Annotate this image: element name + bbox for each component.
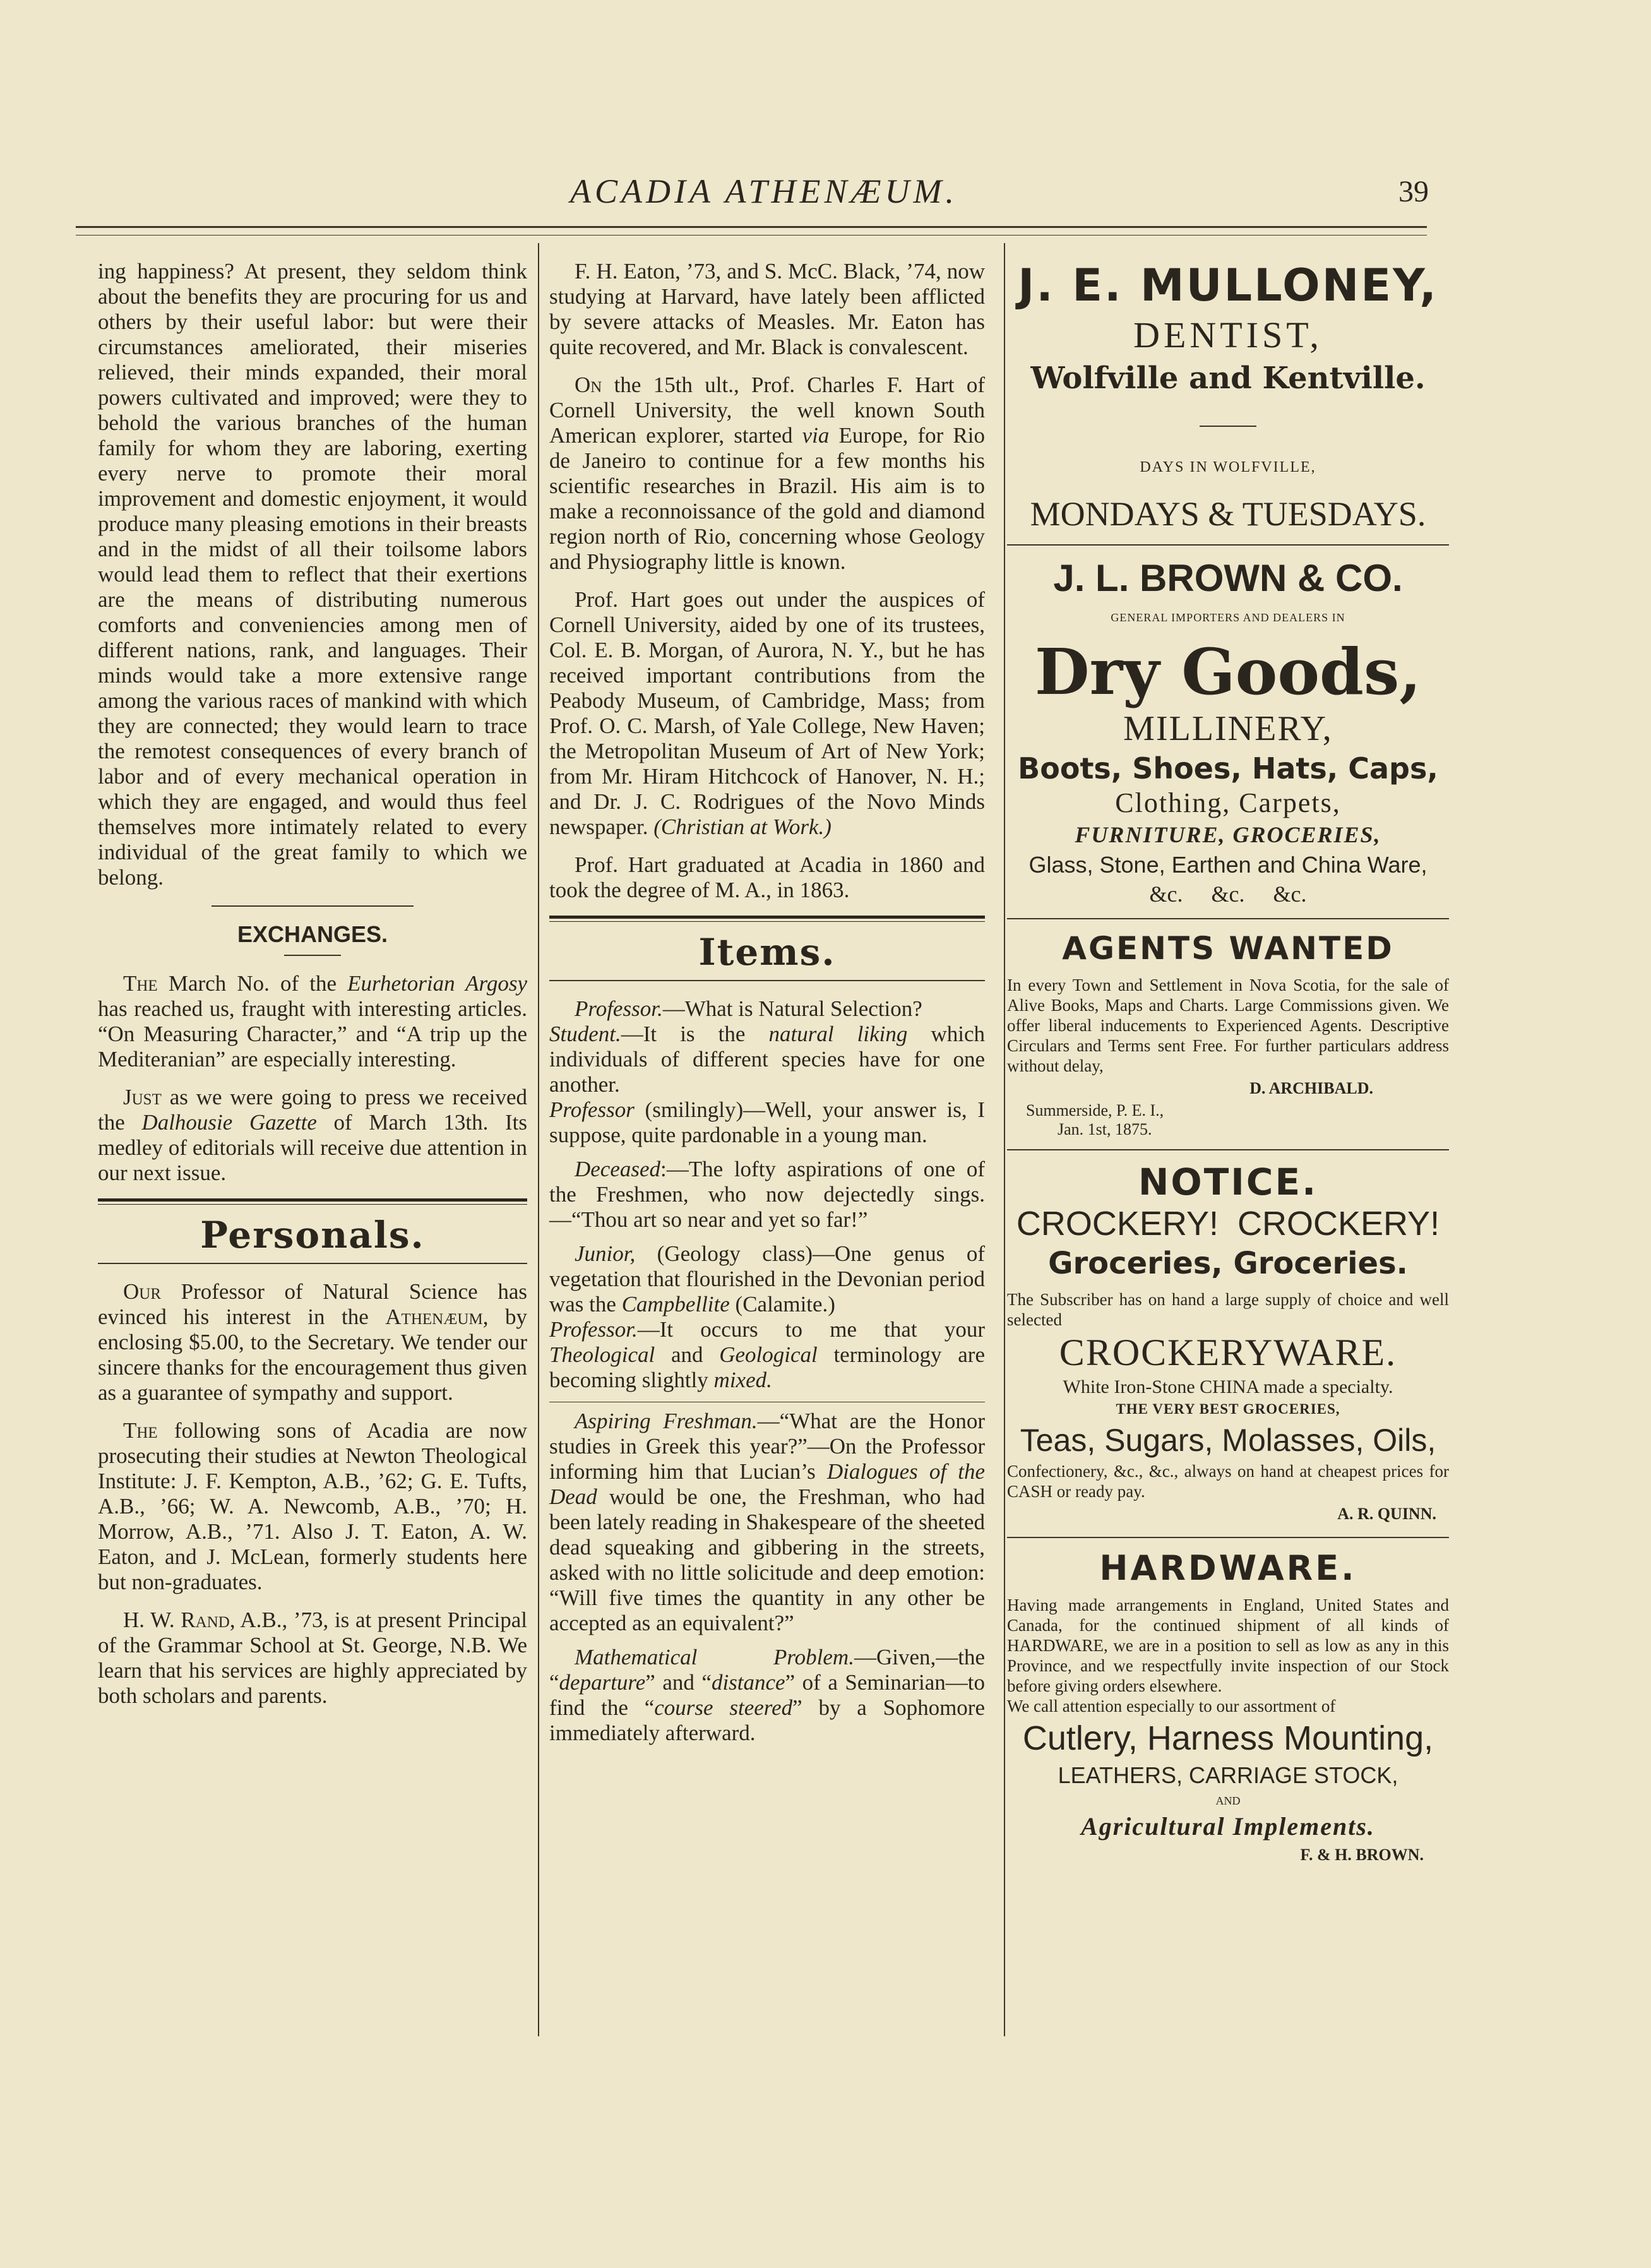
- italic-text: Professor.: [549, 1317, 638, 1342]
- news-paragraph-4: Prof. Hart graduated at Acadia in 1860 and took the degree of M. A., in 1863.: [549, 852, 985, 902]
- double-rule: [98, 1198, 527, 1205]
- text: ” of a Seminarian—to find the “: [549, 1670, 985, 1720]
- item-3: [549, 1241, 985, 1393]
- ad-agents-heading: AGENTS WANTED: [1062, 930, 1394, 967]
- text: Prof. Hart goes out under the auspices of Cornell University, aided by one of its trustees, Col. E. B. Morgan, of Aurora, N. Y., but he has received important contributions from the Peabody Museum, of Cambridge, Mass; from Prof. O. C. Marsh, of Yale College, New Haven; the Metropolitan Museum of Art of New York; from Mr. Hiram Hitchcock of Hanover, N. H.; and Dr. J. C. Rodrigues of the Novo Minds newspaper.: [549, 587, 985, 839]
- ad-brown-boots: Boots, Shoes, Hats, Caps,: [1018, 751, 1438, 785]
- text: —It occurs to me that your: [637, 1317, 985, 1342]
- ad-quinn-crockeryware: CROCKERYWARE.: [1059, 1332, 1397, 1373]
- text: as we were going to press we received the: [98, 1085, 527, 1135]
- text: the 15th ult., Prof. Charles F. Hart of Cornell University, the well known South American explorer, started: [549, 373, 985, 448]
- exchanges-heading: EXCHANGES.: [237, 921, 388, 947]
- personals-paragraph-1: [98, 1279, 527, 1406]
- ad-brown-drygoods: Dry Goods,: [1034, 635, 1422, 709]
- text: ” by a Sophomore immediately afterward.: [549, 1695, 985, 1745]
- exchanges-paragraph-2: [98, 1085, 527, 1186]
- ad-quinn-conf: Confectionery, &c., &c., always on hand at cheapest prices for CASH or ready pay.: [1007, 1462, 1449, 1501]
- ad-mulloney-days: DAYS IN WOLFVILLE,: [1140, 459, 1316, 475]
- exchanges-paragraph-1: [98, 971, 527, 1072]
- italic-text: Professor.: [575, 996, 663, 1021]
- text: —Given,—the “: [549, 1645, 985, 1695]
- italic-text: natural liking: [768, 1022, 908, 1046]
- italic-text: Dalhousie Gazette: [141, 1110, 317, 1135]
- ad-brown-clothing: Clothing, Carpets,: [1115, 787, 1341, 818]
- lead-word: H. W. Rand: [123, 1608, 230, 1632]
- italic-text: Theological: [549, 1342, 655, 1367]
- ad-mulloney-when: MONDAYS & TUESDAYS.: [1030, 495, 1426, 533]
- section-divider: [212, 905, 414, 907]
- ad-hardware-cutlery: Cutlery, Harness Mounting,: [1022, 1719, 1434, 1757]
- column-rule-1: [538, 243, 539, 2036]
- items-heading: Items.: [698, 931, 836, 974]
- ad-mulloney-name: J. E. MULLONEY,: [1018, 260, 1438, 311]
- text: March No. of the: [157, 971, 348, 996]
- italic-text: distance: [711, 1670, 785, 1695]
- ad-agents-date: Jan. 1st, 1875.: [1058, 1120, 1152, 1138]
- text: —“What are the Honor studies in Greek this year?”—On the Professor informing him that Lucian’s: [549, 1409, 985, 1484]
- ad-brown-name: J. L. BROWN & CO.: [1053, 557, 1403, 599]
- ad-rule: [1007, 918, 1449, 919]
- ad-quinn-white: White Iron-Stone CHINA made a specialty.: [1063, 1376, 1393, 1397]
- ad-agents-body: In every Town and Settlement in Nova Scotia, for the sale of Alive Books, Maps and Charts. Large Commissions given. We offer liberal inducements to Experienced Agents. Descriptive Circulars and Terms sent Free. For further particulars address without delay,: [1007, 976, 1449, 1075]
- news-paragraph-1: F. H. Eaton, ’73, and S. McC. Black, ’74, now studying at Harvard, have lately been afflicted by severe attacks of Measles. Mr. Eaton has quite recovered, and Mr. Black is convalescent.: [549, 259, 985, 359]
- personals-paragraph-3: [98, 1608, 527, 1709]
- small-caps-text: Athenæum: [385, 1304, 483, 1329]
- items-list: [549, 996, 985, 1746]
- text: (Geology class)—One genus of vegetation that flourished in the Devonian period was the: [549, 1241, 985, 1316]
- text: —It is the: [621, 1022, 769, 1046]
- ad-quinn-best: THE VERY BEST GROCERIES,: [1116, 1401, 1340, 1417]
- text: , A.B., ’73, is at present Principal of the Grammar School at St. George, N.B. We learn that his services are highly appreciated by both scholars and parents.: [98, 1608, 527, 1708]
- lead-word: The: [123, 971, 158, 996]
- column-rule-2: [1004, 243, 1005, 2036]
- item-2: [549, 1157, 985, 1232]
- lead-word: Our: [123, 1279, 162, 1304]
- ad-quinn-body: The Subscriber has on hand a large supply of choice and well selected: [1007, 1290, 1449, 1329]
- ad-hardware-body: Having made arrangements in England, United States and Canada, for the continued shipment of all kinds of HARDWARE, we are in a position to sell as low as any in this Province, and we respectfully invite inspection of our Stock before giving orders elsewhere.: [1007, 1596, 1449, 1695]
- page-header-title: ACADIA ATHENÆUM.: [569, 172, 958, 210]
- italic-text: via: [802, 423, 830, 448]
- heading-rule: [549, 980, 985, 981]
- italic-text: Dialogues of the Dead: [549, 1459, 985, 1509]
- ad-agents-signature: D. ARCHIBALD.: [1249, 1079, 1373, 1097]
- ad-mulloney-title: DENTIST,: [1133, 314, 1323, 355]
- italic-text: Geological: [719, 1342, 818, 1367]
- heading-rule: [98, 1263, 527, 1264]
- italic-text: Deceased: [575, 1157, 661, 1181]
- ad-hardware-heading: HARDWARE.: [1099, 1548, 1357, 1588]
- ad-brown-glass: Glass, Stone, Earthen and China Ware,: [1028, 852, 1427, 878]
- ad-mulloney-place: Wolfville and Kentville.: [1030, 361, 1426, 396]
- text: which individuals of different species have for one another.: [549, 1022, 986, 1097]
- italic-text: Mathematical Problem.: [575, 1645, 854, 1669]
- italic-text: Campbellite: [621, 1292, 730, 1316]
- text: Professor of Natural Science has evinced his interest in the: [98, 1279, 527, 1329]
- page-number: 39: [1398, 175, 1429, 208]
- double-rule: [549, 916, 985, 922]
- lead-word: The: [123, 1418, 158, 1443]
- ad-hardware-call: We call attention especially to our assortment of: [1007, 1697, 1336, 1716]
- header-rule-thin: [76, 235, 1427, 236]
- text: following sons of Acadia are now prosecuting their studies at Newton Theological Institute: J. F. Kempton, A.B., ’62; G. E. Tufts, A.B., ’66; W. A. Newcomb, A.B., ’70; H. Morrow, A.B., ’71. Also J. T. Eaton, A. W. Eaton, and J. McLean, formerly students here but non-graduates.: [98, 1418, 527, 1594]
- italic-text: mixed.: [713, 1368, 772, 1392]
- item-1: [549, 996, 985, 1148]
- personals-heading: Personals.: [200, 1214, 425, 1256]
- text: has reached us, fraught with interesting articles. “On Measuring Character,” and “A trip up the Mediteranian” are especially interesting.: [98, 996, 527, 1071]
- item-4: [549, 1409, 985, 1636]
- ad-rule: [1007, 1149, 1449, 1150]
- ad-divider: [1200, 426, 1256, 427]
- heading-underline: [284, 955, 341, 956]
- text: :—The lofty aspirations of one of the Freshmen, who now dejectedly sings.—“Thou art so near and yet so far!”: [549, 1157, 985, 1232]
- italic-text: Student.: [549, 1022, 621, 1046]
- ad-quinn-teas: Teas, Sugars, Molasses, Oils,: [1020, 1423, 1436, 1458]
- ad-brown-millinery: MILLINERY,: [1123, 709, 1333, 748]
- ad-brown-subtitle: GENERAL IMPORTERS AND DEALERS IN: [1111, 611, 1345, 624]
- italic-text: course steered: [654, 1695, 793, 1720]
- text: and: [655, 1342, 720, 1367]
- lead-word: On: [575, 373, 602, 397]
- ad-quinn-crockery: CROCKERY! CROCKERY!: [1016, 1205, 1440, 1243]
- text: —What is Natural Selection?: [662, 996, 922, 1021]
- italic-text: Junior,: [575, 1241, 636, 1266]
- ad-quinn-groceries: Groceries, Groceries.: [1048, 1246, 1408, 1281]
- news-paragraph-2: [549, 373, 985, 575]
- text: of March 13th. Its medley of editorials will receive due attention in our next issue.: [98, 1110, 527, 1185]
- article-continuation: ing happiness? At present, they seldom think about the benefits they are procuring for us and others by their useful labor: but were their circumstances ameliorated, their miseries relieved, their minds expanded, their moral powers cultivated and improved; were they to behold the various branches of the human family for whom they are laboring, exerting every nerve to promote their moral improvement and domestic enjoyment, it would produce many pleasing emotions in their breasts and in the midst of all their toilsome labors would lead them to reflect that their exertions are the means of distributing numerous comforts and conveniencies among men of different nations, rank, and languages. Their minds would take a more extensive range among the various races of mankind with which they are connected; they would learn to trace the remotest consequences of every branch of labor and of every mechanical operation in which they are engaged, and would thus feel themselves more intimately related to every individual of the great family to which we belong.: [98, 259, 527, 890]
- text: would be one, the Freshman, who had been lately reading in Shakespeare of the sheeted dead squeaking and gibbering in the streets, asked with no little solicitude and deep emotion: “Will five times the quantity in any other be accepted as an equivalent?”: [549, 1484, 985, 1635]
- text: ” and “: [645, 1670, 712, 1695]
- italic-text: (Christian at Work.): [653, 815, 831, 839]
- item-5: [549, 1645, 985, 1746]
- italic-text: Aspiring Freshman.: [575, 1409, 758, 1433]
- ad-brown-furniture: FURNITURE, GROCERIES,: [1075, 822, 1381, 847]
- column-middle: [549, 259, 985, 1755]
- column-left: [98, 259, 527, 1721]
- text: Europe, for Rio de Janeiro to continue for a few months his scientific researches in Brazil. His aim is to make a reconnoissance of the gold and diamond region north of Rio, concerning whose Geology and Physiography little is known.: [549, 423, 986, 574]
- ad-quinn-signature: A. R. QUINN.: [1337, 1505, 1436, 1523]
- ad-rule: [1007, 544, 1449, 546]
- text: (Calamite.): [729, 1292, 835, 1316]
- text: (smilingly)—Well, your answer is, I suppose, quite pardonable in a young man.: [549, 1097, 985, 1147]
- text: , by enclosing $5.00, to the Secretary. We tender our sincere thanks for the encouragement thus given as a guarantee of sympathy and support.: [98, 1304, 527, 1405]
- personals-paragraph-2: [98, 1418, 527, 1595]
- text: terminology are becoming slightly: [549, 1342, 985, 1392]
- news-paragraph-3: [549, 587, 985, 840]
- lead-word: Just: [123, 1085, 162, 1109]
- ad-hardware-and: AND: [1215, 1794, 1241, 1807]
- ad-quinn-notice: NOTICE.: [1138, 1161, 1318, 1203]
- ad-agents-place: Summerside, P. E. I.,: [1026, 1101, 1164, 1119]
- italic-text: Eurhetorian Argosy: [347, 971, 527, 996]
- ad-rule: [1007, 1537, 1449, 1538]
- ad-hardware-signature: F. & H. BROWN.: [1300, 1846, 1424, 1864]
- column-advertisements: [1007, 259, 1449, 1868]
- italic-text: Professor: [549, 1097, 635, 1122]
- header-rule: [76, 226, 1427, 228]
- ad-brown-etc: &c. &c. &c.: [1149, 881, 1307, 907]
- italic-text: departure: [559, 1670, 646, 1695]
- ad-hardware-agricultural: Agricultural Implements.: [1081, 1812, 1375, 1841]
- ad-hardware-leathers: LEATHERS, CARRIAGE STOCK,: [1058, 1762, 1398, 1788]
